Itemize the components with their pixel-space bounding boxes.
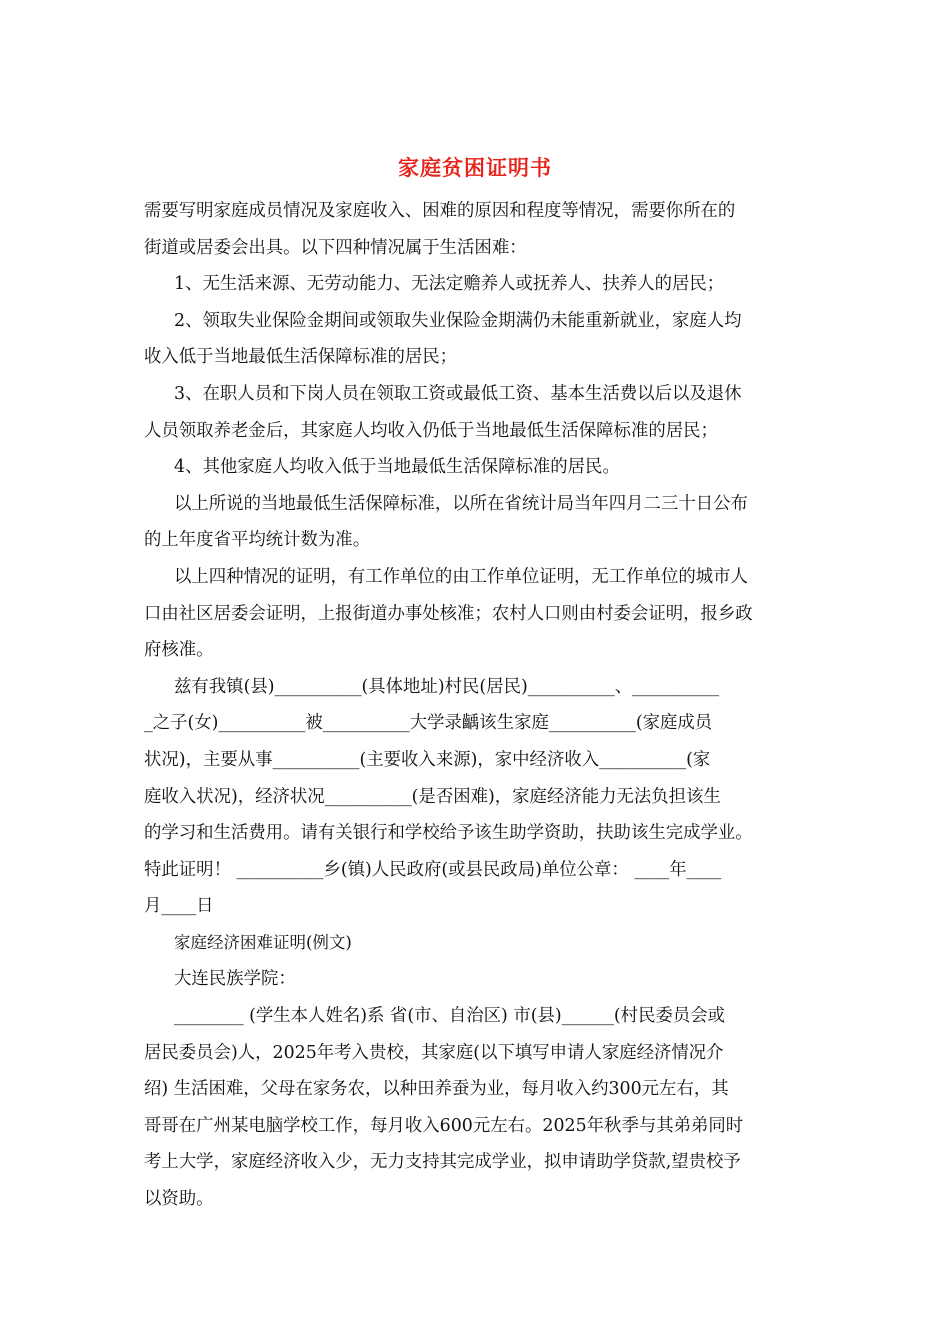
body-line: 月____日 — [144, 896, 214, 917]
body-line: 人员领取养老金后，其家庭人均收入仍低于当地最低生活保障标准的居民； — [144, 420, 718, 441]
body-line: 2、领取失业保险金期间或领取失业保险金期满仍未能重新就业，家庭人均 — [174, 310, 742, 331]
body-line: 哥哥在广州某电脑学校工作，每月收入600元左右。2025年秋季与其弟弟同时 — [144, 1115, 744, 1136]
body-line: 的学习和生活费用。请有关银行和学校给予该生助学资助，扶助该生完成学业。 — [144, 823, 753, 844]
body-line: 居民委员会)人，2025年考入贵校，其家庭(以下填写申请人家庭经济情况介 — [144, 1042, 724, 1063]
body-line: 收入低于当地最低生活保障标准的居民； — [144, 347, 458, 368]
document-body — [144, 193, 809, 1218]
body-line: 兹有我镇(县)__________(具体地址)村民(居民)__________、__________ — [174, 676, 720, 697]
body-line: 4、其他家庭人均收入低于当地最低生活保障标准的居民。 — [174, 457, 620, 478]
body-line: 状况)，主要从事__________(主要收入来源)，家中经济收入__________(家 — [144, 749, 711, 770]
body-line: 府核准。 — [144, 640, 214, 661]
body-line: 3、在职人员和下岗人员在领取工资或最低工资、基本生活费以后以及退休 — [174, 383, 742, 404]
body-line: _之子(女)__________被__________大学录齲该生家庭__________(家庭成员 — [144, 713, 713, 734]
body-line: 口由社区居委会证明，上报街道办事处核准；农村人口则由村委会证明，报乡政 — [144, 603, 753, 624]
example-heading: 家庭经济困难证明(例文) — [174, 932, 352, 952]
body-line: 绍) 生活困难，父母在家务农，以种田养蚕为业，每月收入约300元左右，其 — [144, 1079, 729, 1100]
body-line: ________ (学生本人姓名)系 省(市、自治区) 市(县)______(村民委员会或 — [174, 1006, 726, 1027]
body-line: 需要写明家庭成员情况及家庭收入、困难的原因和程度等情况，需要你所在的 — [144, 201, 736, 221]
body-line: 庭收入状况)，经济状况__________(是否困难)，家庭经济能力无法负担该生 — [144, 786, 721, 807]
body-line: 街道或居委会出具。以下四种情况属于生活困难： — [144, 237, 527, 258]
body-line: 1、无生活来源、无劳动能力、无法定赡养人或抚养人、扶养人的居民； — [174, 274, 725, 295]
body-line: 考上大学，家庭经济收入少，无力支持其完成学业，拟申请助学贷款,望贵校予 — [144, 1152, 741, 1173]
salutation: 大连民族学院： — [174, 969, 296, 990]
body-line: 特此证明！ __________乡(镇)人民政府(或县民政局)单位公章： ____年____ — [144, 859, 722, 880]
body-line: 以上所说的当地最低生活保障标准，以所在省统计局当年四月二三十日公布 — [174, 493, 748, 514]
body-line: 以上四种情况的证明，有工作单位的由工作单位证明，无工作单位的城市人 — [174, 566, 748, 587]
document-title: 家庭贫困证明书 — [398, 155, 552, 180]
body-line: 以资助。 — [144, 1189, 214, 1210]
body-line: 的上年度省平均统计数为准。 — [144, 530, 371, 551]
